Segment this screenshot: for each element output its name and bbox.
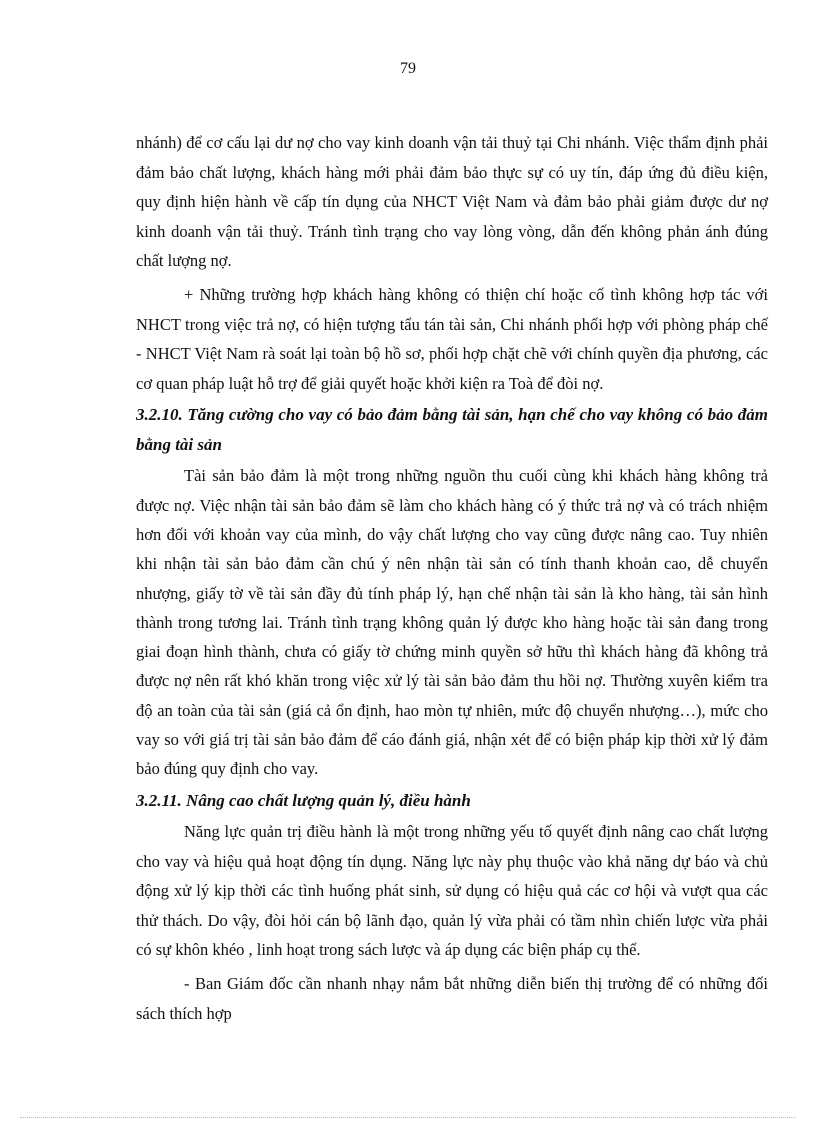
section-heading-3-2-11: 3.2.11. Nâng cao chất lượng quản lý, điều hành bbox=[136, 790, 471, 810]
paragraph-management: Năng lực quản trị điều hành là một trong những yếu tố quyết định nâng cao chất lượng cho vay và hiệu quả hoạt động tín dụng. Năng lực này phụ thuộc vào khả năng dự báo và chủ động xử lý kịp thời các tình huống phát sinh, sử dụng có hiệu quả các cơ hội và vượt qua các thử thách. Do vậy, đòi hỏi cán bộ lãnh đạo, quản lý vừa phải có tầm nhìn chiến lược vừa phải có sự khôn khéo , linh hoạt trong sách lược và áp dụng các biện pháp cụ thể. bbox=[136, 822, 768, 960]
document-body bbox=[136, 128, 768, 1028]
paragraph-collateral: Tài sản bảo đảm là một trong những nguồn thu cuối cùng khi khách hàng không trả được nợ. Việc nhận tài sản bảo đảm sẽ làm cho khách hàng có ý thức trả nợ và có trách nhiệm hơn đối với khoản vay của mình, do vậy chất lượng cho vay cũng được nâng cao. Tuy nhiên khi nhận tài sản bảo đảm cần chú ý nên nhận tài sản có tính thanh khoản cao, dễ chuyển nhượng, giấy tờ về tài sản đầy đủ tính pháp lý, hạn chế nhận tài sản là kho hàng, tài sản hình thành trong tương lai. Tránh tình trạng không quản lý được kho hàng hoặc tài sản đang trong giai đoạn hình thành, chưa có giấy tờ chứng minh quyền sở hữu thì khách hàng đã không trả được nợ nên rất khó khăn trong việc xử lý tài sản bảo đảm thu hồi nợ. Thường xuyên kiểm tra độ an toàn của tài sản (giá cả ổn định, hao mòn tự nhiên, mức độ chuyển nhượng…), mức cho vay so với giá trị tài sản bảo đảm để cáo đánh giá, nhận xét để có biện pháp kịp thời xử lý đảm bảo đúng quy định cho vay. bbox=[136, 466, 768, 779]
page-number: 79 bbox=[400, 60, 416, 77]
section-heading-3-2-10: 3.2.10. Tăng cường cho vay có bảo đảm bằng tài sản, hạn chế cho vay không có bảo đảm bằng tài sản bbox=[136, 405, 768, 454]
paragraph-continuation: nhánh) để cơ cấu lại dư nợ cho vay kinh doanh vận tải thuỷ tại Chi nhánh. Việc thẩm định phải đảm bảo chất lượng, khách hàng mới phải đảm bảo thực sự có uy tín, đáp ứng đủ điều kiện, quy định hiện hành về cấp tín dụng của NHCT Việt Nam và đảm bảo phải giảm được dư nợ kinh doanh vận tải thuỷ. Tránh tình trạng cho vay lòng vòng, dẫn đến không phản ánh đúng chất lượng nợ. bbox=[136, 133, 768, 271]
paragraph-board-directors: - Ban Giám đốc cần nhanh nhạy nắm bắt những diễn biến thị trường để có những đối sách thích hợp bbox=[136, 974, 768, 1023]
paragraph-debt-recovery: + Những trường hợp khách hàng không có thiện chí hoặc cố tình không hợp tác với NHCT trong việc trả nợ, có hiện tượng tẩu tán tài sản, Chi nhánh phối hợp với phòng pháp chế - NHCT Việt Nam rà soát lại toàn bộ hồ sơ, phối hợp chặt chẽ với chính quyền địa phương, các cơ quan pháp luật hỗ trợ để giải quyết hoặc khởi kiện ra Toà để đòi nợ. bbox=[136, 284, 768, 393]
page-bottom-border bbox=[20, 1117, 796, 1118]
